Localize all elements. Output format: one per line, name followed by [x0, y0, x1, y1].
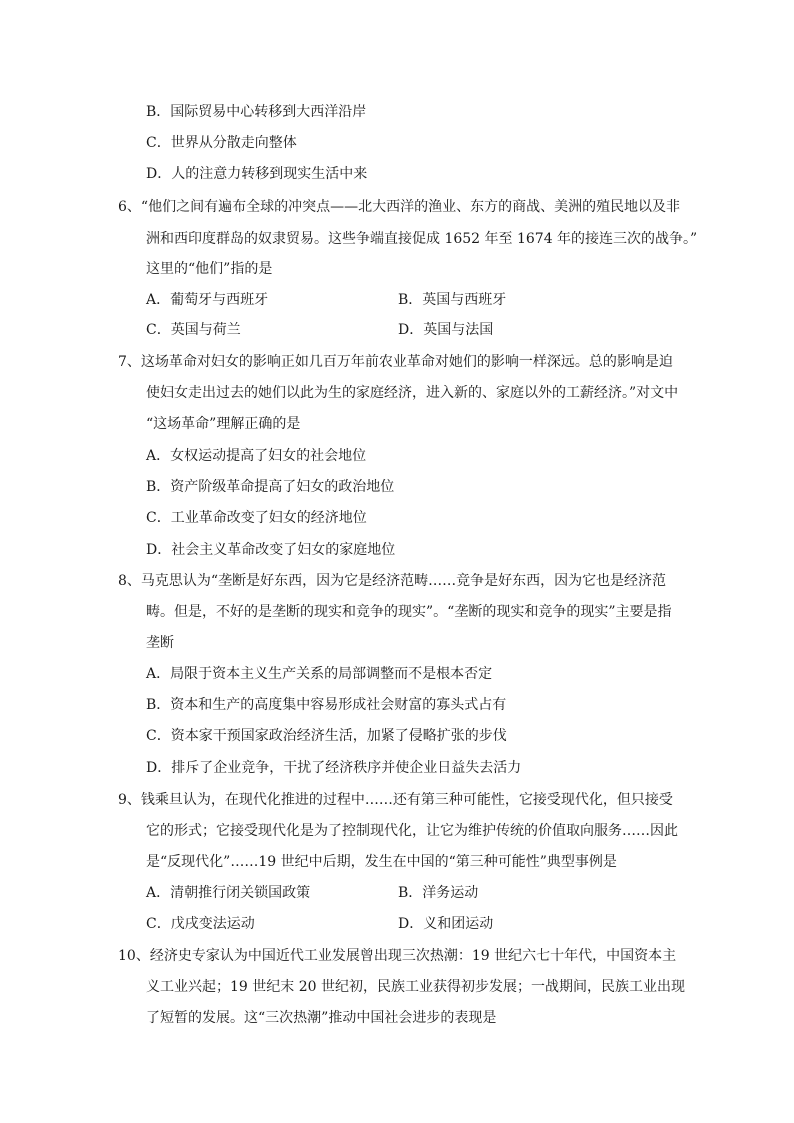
q6-stem-line-2: 洲和西印度群岛的奴隶贸易。这些争端直接促成 1652 年至 1674 年的接连三次的战争。”: [146, 231, 698, 247]
q7-stem-line-3: “这场革命”理解正确的是: [146, 416, 301, 432]
q7-option-b: B．资产阶级革命提高了妇女的政治地位: [146, 479, 395, 495]
q6-option-c: C．英国与荷兰: [146, 322, 241, 338]
q10-stem-line-3: 了短暂的发展。这“三次热潮”推动中国社会进步的表现是: [146, 1010, 497, 1026]
q9-option-a: A．清朝推行闭关锁国政策: [146, 885, 311, 901]
q5-option-b: B．国际贸易中心转移到大西洋沿岸: [146, 104, 367, 120]
q6-option-b: B．英国与西班牙: [398, 292, 507, 308]
q8-option-d: D．排斥了企业竞争，干扰了经济秩序并使企业日益失去活力: [146, 760, 522, 776]
q7-stem-line-1: 7、这场革命对妇女的影响正如几百万年前农业革命对她们的影响一样深远。总的影响是迫: [118, 354, 673, 370]
q9-option-c: C．戊戌变法运动: [146, 916, 255, 932]
q5-option-c: C．世界从分散走向整体: [146, 135, 297, 151]
q9-option-d: D．义和团运动: [398, 916, 494, 932]
q9-option-b: B．洋务运动: [398, 885, 479, 901]
q6-stem-line-1: 6、“他们之间有遍布全球的冲突点——北大西洋的渔业、东方的商战、美洲的殖民地以及非: [118, 199, 681, 215]
q7-option-a: A．女权运动提高了妇女的社会地位: [146, 448, 367, 464]
q8-option-a: A．局限于资本主义生产关系的局部调整而不是根本否定: [146, 666, 493, 682]
q7-option-d: D．社会主义革命改变了妇女的家庭地位: [146, 542, 396, 558]
q6-option-d: D．英国与法国: [398, 322, 494, 338]
q8-stem-line-1: 8、马克思认为“垄断是好东西，因为它是经济范畴……竞争是好东西，因为它也是经济范: [118, 573, 667, 589]
q8-option-c: C．资本家干预国家政治经济生活，加紧了侵略扩张的步伐: [146, 728, 507, 744]
q8-option-b: B．资本和生产的高度集中容易形成社会财富的寡头式占有: [146, 697, 507, 713]
q5-option-d: D．人的注意力转移到现实生活中来: [146, 166, 368, 182]
q6-option-a: A．葡萄牙与西班牙: [146, 292, 269, 308]
q10-stem-line-2: 义工业兴起；19 世纪末 20 世纪初，民族工业获得初步发展；一战期间，民族工业出现: [146, 979, 685, 995]
q7-option-c: C．工业革命改变了妇女的经济地位: [146, 510, 367, 526]
q9-stem-line-2: 它的形式；它接受现代化是为了控制现代化，让它为维护传统的价值取向服务……因此: [146, 823, 678, 839]
q8-stem-line-3: 垄断: [146, 635, 174, 651]
q10-stem-line-1: 10、经济史专家认为中国近代工业发展曾出现三次热潮：19 世纪六七十年代，中国资本主: [118, 948, 677, 964]
q6-stem-line-3: 这里的“他们”指的是: [146, 261, 273, 277]
q8-stem-line-2: 畴。但是，不好的是垄断的现实和竞争的现实”。“垄断的现实和竞争的现实”主要是指: [146, 604, 672, 620]
q7-stem-line-2: 使妇女走出过去的她们以此为生的家庭经济，进入新的、家庭以外的工薪经济。”对文中: [146, 385, 679, 401]
q9-stem-line-3: 是“反现代化”……19 世纪中后期，发生在中国的“第三种可能性”典型事例是: [146, 854, 617, 870]
q9-stem-line-1: 9、钱乘旦认为，在现代化推进的过程中……还有第三种可能性，它接受现代化，但只接受: [118, 792, 673, 808]
